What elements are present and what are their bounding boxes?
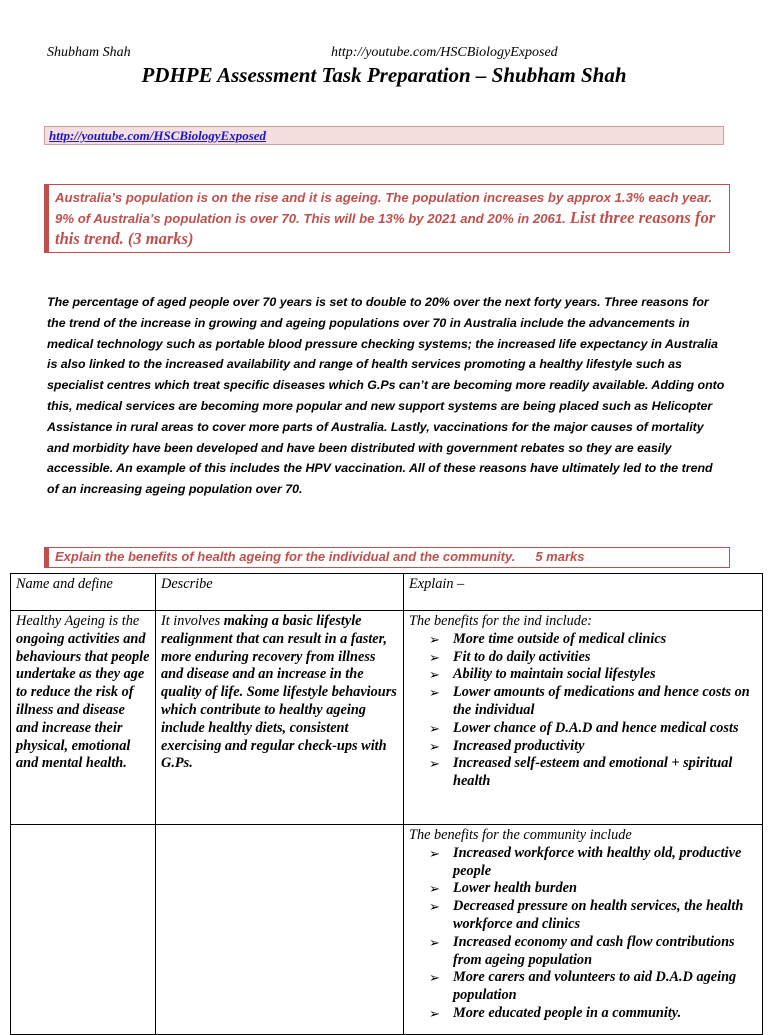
list-item: ➢ Ability to maintain social lifestyles [429, 666, 757, 684]
list-item: ➢ Increased productivity [429, 738, 757, 756]
header-url: http://youtube.com/HSCBiologyExposed [331, 45, 558, 60]
table-header-define: Name and define [11, 574, 156, 611]
define-bold: ongoing activities and behaviours that people undertake as they age to reduce the risk of illness and disease and increase their physical, emotional and mental health. [16, 630, 150, 772]
define-cell [11, 611, 156, 825]
describe-lead: It involves [161, 613, 221, 629]
question-1-prompt: List three reasons for this trend. (3 marks) [55, 208, 716, 248]
community-benefits-cell [404, 825, 763, 1035]
individual-benefits-cell [404, 611, 763, 825]
list-item: ➢ Lower chance of D.A.D and hence medical costs [429, 720, 757, 738]
community-benefits-intro: The benefits for the community include [409, 827, 632, 843]
community-benefits-list [409, 845, 757, 1023]
question-2-marks: 5 marks [535, 549, 585, 564]
question-1-text: Australia’s population is on the rise and it is ageing. The population increases by approx 1.3% each year. 9% of Australia’s population is over 70. This will be 13% by 2021 and 20% in 2061. [55, 190, 713, 226]
list-item: ➢ Lower amounts of medications and hence costs on the individual [429, 684, 757, 720]
list-item: ➢ More time outside of medical clinics [429, 631, 757, 649]
list-item: ➢ Increased economy and cash flow contributions from ageing population [429, 934, 757, 970]
table-row-individual [11, 611, 763, 825]
link-box [44, 126, 724, 145]
list-item: ➢ More carers and volunteers to aid D.A.D ageing population [429, 969, 757, 1005]
page-title: PDHPE Assessment Task Preparation – Shubham Shah [141, 63, 627, 87]
list-item: ➢ More educated people in a community. [429, 1005, 757, 1023]
question-2-text: Explain the benefits of health ageing for the individual and the community. [55, 549, 516, 564]
header-author: Shubham Shah [47, 45, 131, 60]
table-row-community [11, 825, 763, 1035]
table-header-describe: Describe [156, 574, 404, 611]
describe-bold: making a basic lifestyle realignment that can result in a faster, more enduring recovery from illness and disease and an increase in the quality of life. Some lifestyle behaviours which contribute to healthy ageing include healthy diets, consistent exercising and regular check-ups with G.Ps. [161, 613, 397, 772]
youtube-link[interactable]: http://youtube.com/HSCBiologyExposed [49, 128, 267, 143]
list-item: ➢ Increased self-esteem and emotional + spiritual health [429, 755, 757, 791]
table-header-explain: Explain – [404, 574, 763, 611]
answer-table [10, 573, 763, 1035]
individual-benefits-intro: The benefits for the ind include: [409, 613, 593, 629]
question-2-box [44, 547, 730, 568]
question-1-box [44, 184, 730, 253]
empty-cell [11, 825, 156, 1035]
table-header-row [11, 574, 763, 611]
list-item: ➢ Increased workforce with healthy old, productive people [429, 845, 757, 881]
individual-benefits-list [409, 631, 757, 791]
list-item: ➢ Lower health burden [429, 880, 757, 898]
describe-cell [156, 611, 404, 825]
empty-cell [156, 825, 404, 1035]
define-lead: Healthy Ageing is the [16, 613, 140, 629]
list-item: ➢ Fit to do daily activities [429, 649, 757, 667]
list-item: ➢ Decreased pressure on health services, the health workforce and clinics [429, 898, 757, 934]
answer-1-paragraph: The percentage of aged people over 70 years is set to double to 20% over the next forty years. Three reasons for the trend of the increase in growing and ageing populations over 70 in Australia include the advancements in medical technology such as portable blood pressure checking systems; the increased life expectancy in Australia is also linked to the increased availability and range of health services promoting a healthy lifestyle such as specialist centres which treat specific diseases which G.Ps can’t are becoming more readily available. Adding onto this, medical services are becoming more popular and new support systems are being placed such as Helicopter Assistance in rural areas to cover more parts of Australia. Lastly, vaccinations for the major causes of mortality and morbidity have been developed and have been distributed with government rebates so they are easily accessible. An example of this includes the HPV vaccination. All of these reasons have ultimately led to the trend of an increasing ageing population over 70. [47, 295, 725, 497]
